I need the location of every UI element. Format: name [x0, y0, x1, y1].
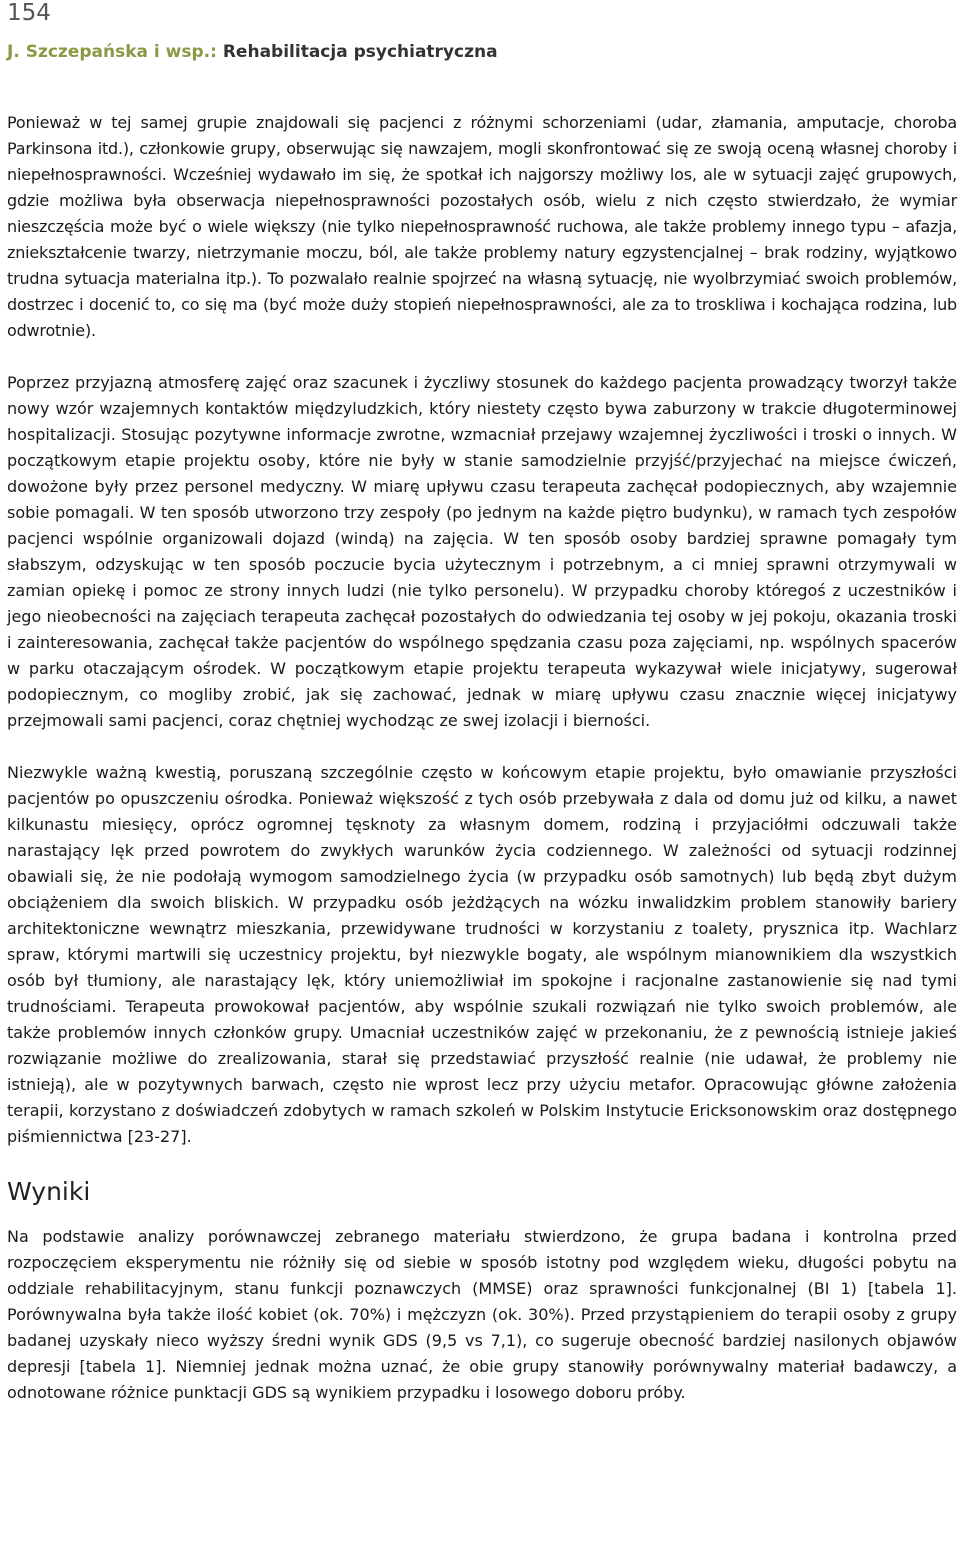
running-head-journal-title: Rehabilitacja psychiatryczna — [222, 42, 498, 62]
running-head-authors: J. Szczepańska i wsp. — [7, 42, 211, 62]
page-number: 154 — [7, 0, 51, 26]
body-paragraph-2: Poprzez przyjazną atmosferę zajęć oraz szacunek i życzliwy stosunek do każdego pacjenta prowadzący tworzył także nowy wzór wzajemnych kontaktów międzyludzkich, który niestety często bywa zaburzony w trakcie długoterminowej hospitalizacji. Stosując pozytywne informacje zwrotne, wzmacniał przejawy wzajemnej życzliwości i troski o innych. W początkowym etapie projektu osoby, które nie były w stanie samodzielnie przyjść/przyjechać na miejsce ćwiczeń, dowożone były przez personel medyczny. W miarę upływu czasu terapeuta zachęcał podopiecznych, aby wzajemnie sobie pomagali. W ten sposób utworzono trzy zespoły (po jednym na każde piętro budynku), w ramach tych zespołów pacjenci wspólnie organizowali dojazd (windą) na zajęcia. W ten sposób osoby bardziej sprawne pomagały tym słabszym, odzyskując w ten sposób poczucie bycia użytecznym i potrzebnym, a ci mniej sprawni otrzymywali w zamian opiekę i pomoc ze strony innych ludzi (nie tylko personelu). W przypadku choroby któregoś z uczestników i jego nieobecności na zajęciach terapeuta zachęcał pozostałych do odwiedzania tej osoby w jej pokoju, okazania troski i zainteresowania, zachęcał także pacjentów do wspólnego spędzania czasu poza zajęciami, np. wspólnych spacerów w parku otaczającym ośrodek. W początkowym etapie projektu terapeuta wykazywał wiele inicjatywy, sugerował podopiecznym, co mogliby zrobić, jak się zachować, jednak w miarę upływu czasu znacznie więcej inicjatywy przejmowali sami pacjenci, coraz chętniej wychodząc ze swej izolacji i bierności. — [7, 373, 957, 730]
running-head-separator: : — [210, 42, 217, 62]
body-paragraph-1: Ponieważ w tej samej grupie znajdowali się pacjenci z różnymi schorzeniami (udar, złamania, amputacje, choroba Parkinsona itd.), członkowie grupy, obserwując się nawzajem, mogli skonfrontować się ze swoją oceną własnej choroby i niepełnosprawności. Wcześniej wydawało im się, że spotkał ich najgorszy możliwy los, ale w sytuacji zajęć grupowych, gdzie możliwa była obserwacja niepełnosprawności pozostałych osób, wielu z nich często stwierdzało, że wymiar nieszczęścia może być o wiele większy (nie tylko niepełnosprawność ruchowa, ale także problemy innego typu – afazja, zniekształcenie twarzy, nietrzymanie moczu, ból, ale także problemy natury egzystencjalnej – brak rodziny, wyjątkowo trudna sytuacja materialna itp.). To pozwalało realnie spojrzeć na własną sytuację, nie wyolbrzymiać swoich problemów, dostrzec i docenić to, co się ma (być może duży stopień niepełnosprawności, ale za to troskliwa i kochająca rodzina, lub odwrotnie). — [7, 113, 957, 340]
running-head — [7, 42, 498, 62]
results-paragraph: Na podstawie analizy porównawczej zebranego materiału stwierdzono, że grupa badana i kontrolna przed rozpoczęciem eksperymentu nie różniły się od siebie w sposób istotny pod względem wieku, długości pobytu na oddziale rehabilitacyjnym, stanu funkcji poznawczych (MMSE) oraz sprawności funkcjonalnej (BI 1) [tabela 1]. Porównywalna była także ilość kobiet (ok. 70%) i mężczyzn (ok. 30%). Przed przystąpieniem do terapii osoby z grupy badanej uzyskały nieco wyższy średni wynik GDS (9,5 vs 7,1), co sugeruje obecność bardziej nasilonych objawów depresji [tabela 1]. Niemniej jednak można uznać, że obie grupy stanowiły porównywalny materiał badawczy, a odnotowane różnice punktacji GDS są wynikiem przypadku i losowego doboru próby. — [7, 1227, 957, 1402]
body-paragraph-3: Niezwykle ważną kwestią, poruszaną szczególnie często w końcowym etapie projektu, było omawianie przyszłości pacjentów po opuszczeniu ośrodka. Ponieważ większość z tych osób przebywała z dala od domu już od kilku, a nawet kilkunastu miesięcy, oprócz ogromnej tęsknoty za własnym domem, rodziną i przyjaciółmi odczuwali także narastający lęk przed powrotem do zwykłych warunków życia codziennego. W zależności od sytuacji rodzinnej obawiali się, że nie podołają wymogom samodzielnego życia (w przypadku osób samotnych) lub będą zbyt dużym obciążeniem dla swoich bliskich. W przypadku osób jeżdżących na wózku inwalidzkim problem stanowiły bariery architektoniczne wewnątrz mieszkania, przewidywane trudności w korzystaniu z toalety, prysznica itp. Wachlarz spraw, którymi martwili się uczestnicy projektu, był niezwykle bogaty, ale wspólnym mianownikiem dla wszystkich osób był tłumiony, ale narastający lęk, który uniemożliwiał im spokojne i racjonalne zastanowienie się nad tymi trudnościami. Terapeuta prowokował pacjentów, aby wspólnie szukali rozwiązań nie tylko swoich problemów, ale także problemów innych członków grupy. Umacniał uczestników zajęć w przekonaniu, że z pewnością istnieje jakieś rozwiązanie możliwe do zrealizowania, starał się przedstawiać przyszłość realnie (nie udawał, że problemy nie istnieją), ale w pozytywnych barwach, często nie wprost lecz przy użyciu metafor. Opracowując główne założenia terapii, korzystano z doświadczeń zdobytych w ramach szkoleń w Polskim Instytucie Ericksonowskim oraz dostępnego piśmiennictwa [23-27]. — [7, 763, 957, 1146]
article-body — [7, 110, 957, 1432]
section-heading-results: Wyniki — [7, 1177, 91, 1206]
